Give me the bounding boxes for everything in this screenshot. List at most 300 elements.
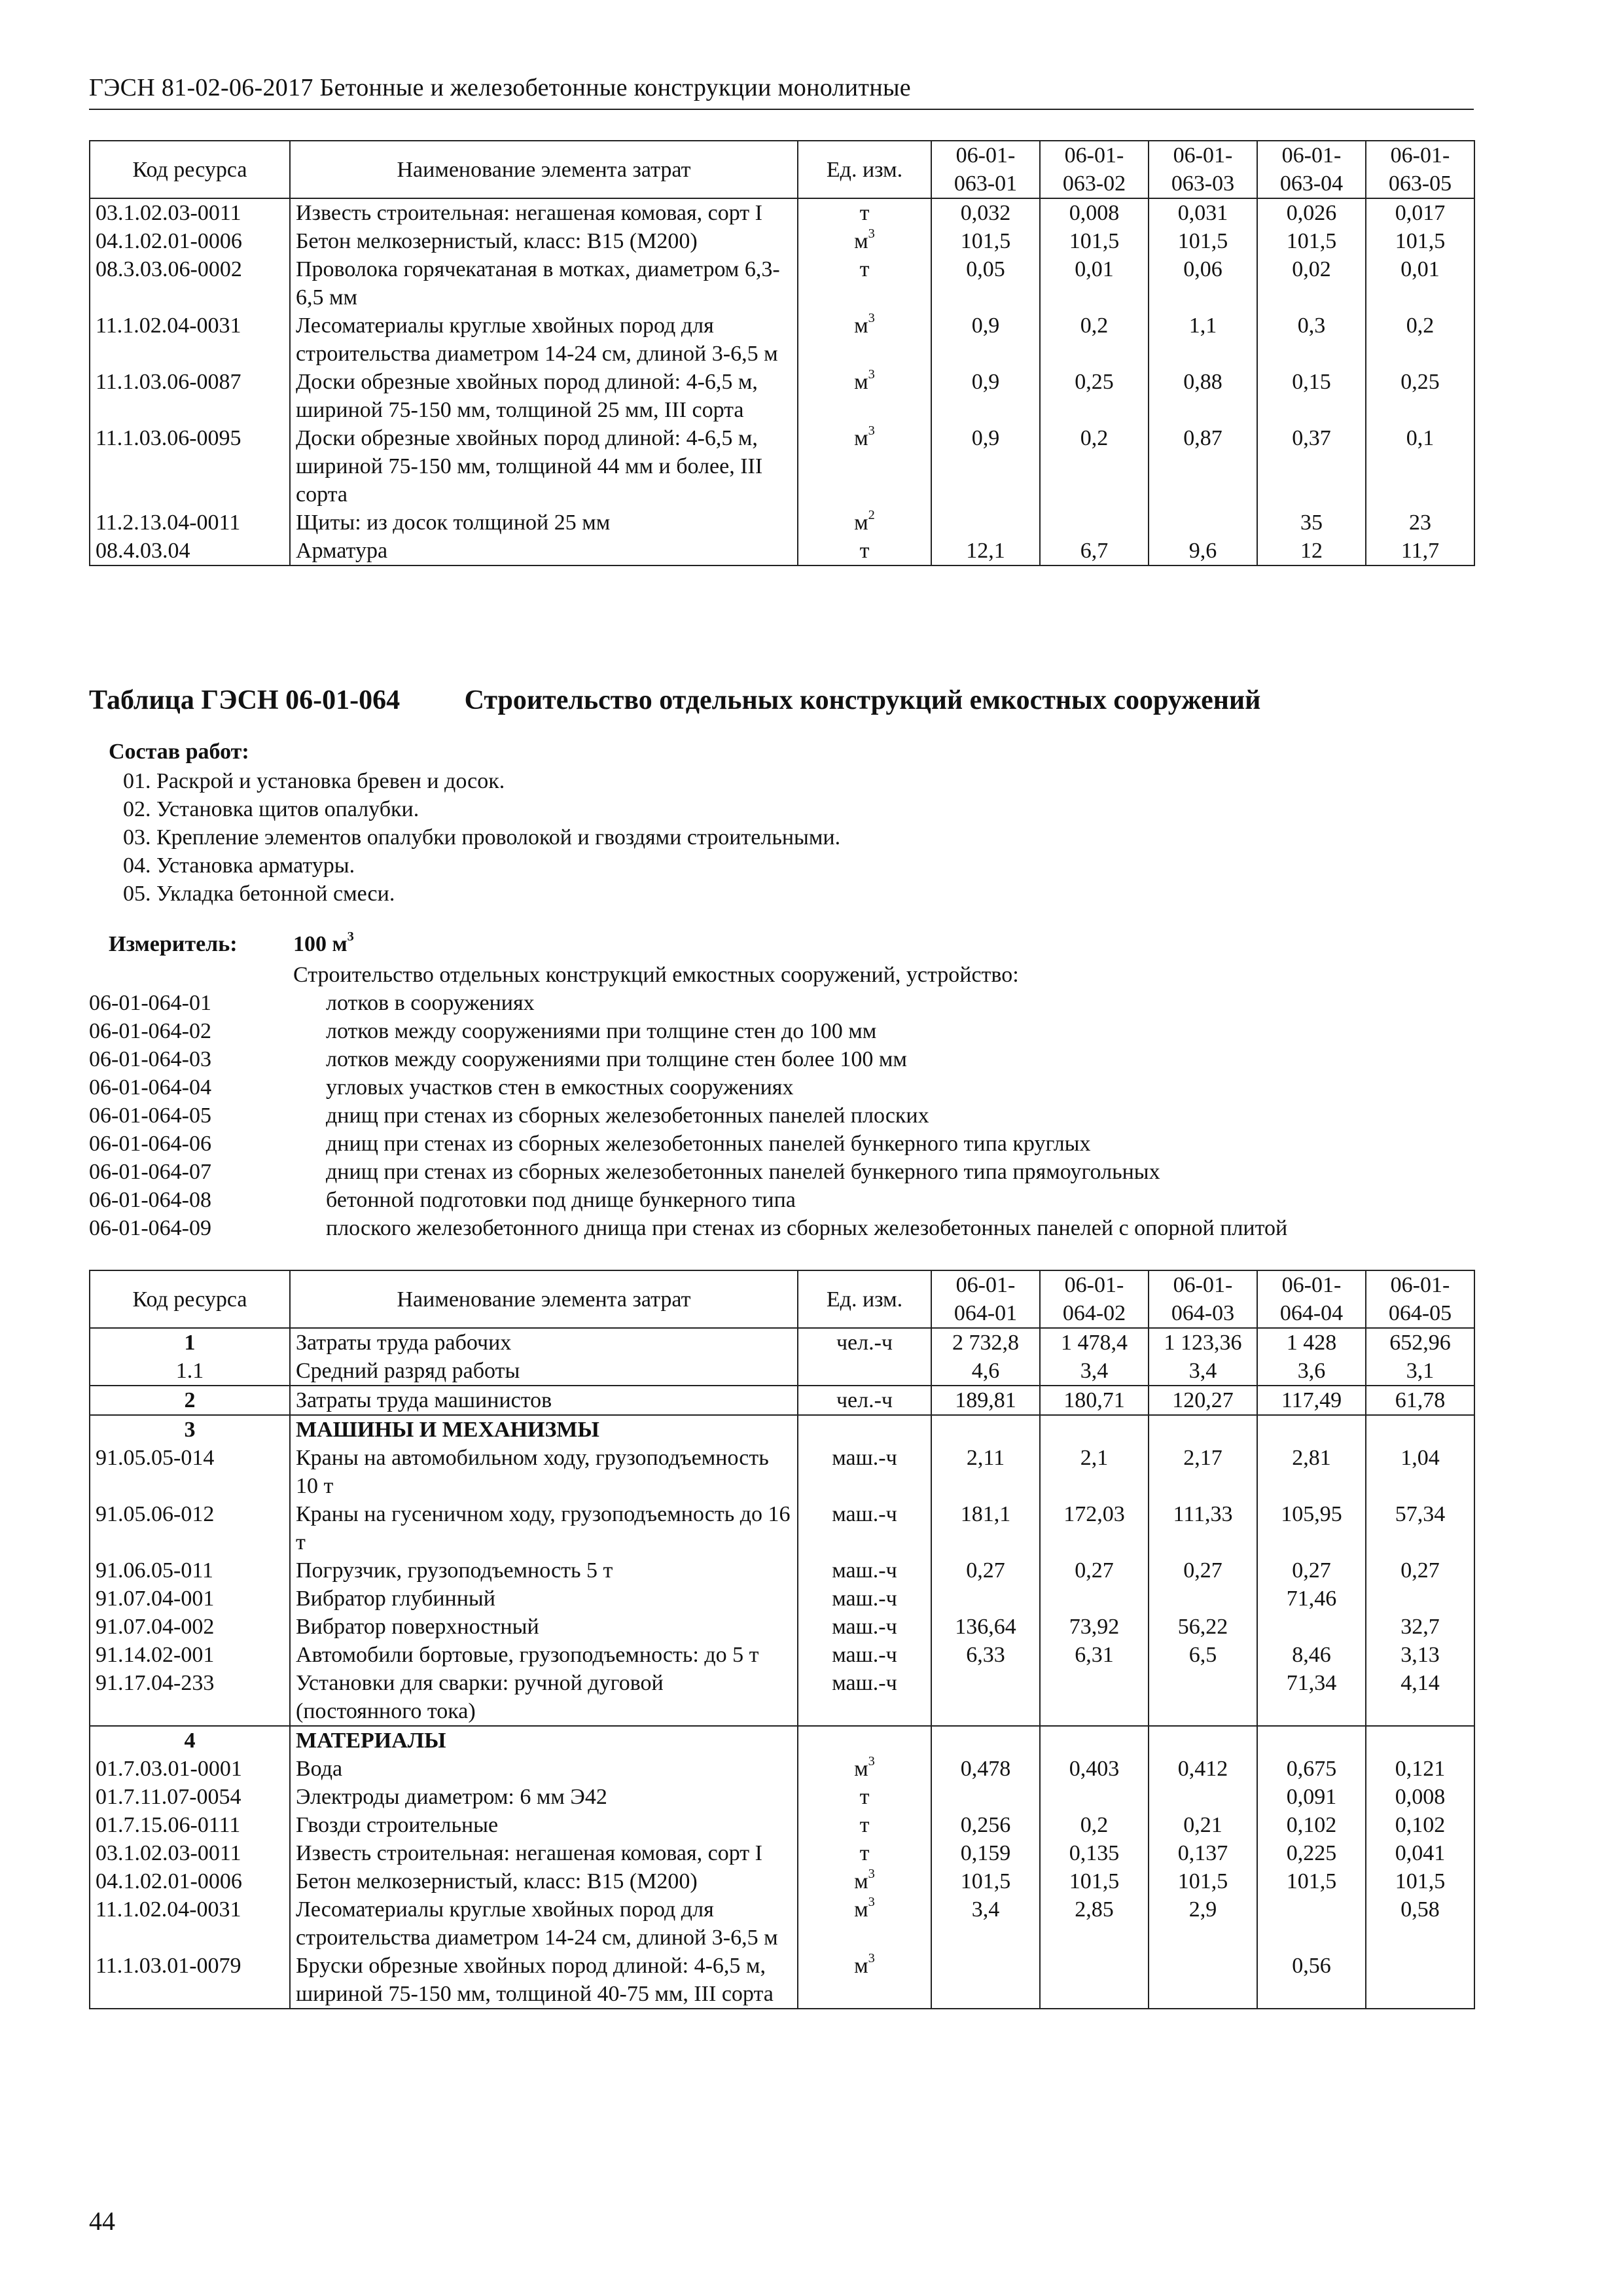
resource-unit: маш.-ч bbox=[798, 1613, 931, 1641]
header-name: Наименование элемента затрат bbox=[290, 141, 798, 198]
resource-code: 1 bbox=[90, 1328, 290, 1357]
table-row bbox=[90, 1613, 1474, 1641]
resource-value: 12,1 bbox=[931, 537, 1040, 565]
resource-value: 101,5 bbox=[1366, 1867, 1474, 1895]
header-col: 06-01-064-04 bbox=[1257, 1270, 1366, 1328]
works-list bbox=[123, 767, 840, 908]
resource-code: 01.7.15.06-0111 bbox=[90, 1811, 290, 1839]
meter-item-text: лотков между сооружениями при толщине стен до 100 мм bbox=[326, 1019, 877, 1043]
resource-value: 0,06 bbox=[1149, 255, 1257, 312]
table-row bbox=[90, 1895, 1474, 1952]
resource-value bbox=[931, 1726, 1040, 1755]
resource-code: 08.3.03.06-0002 bbox=[90, 255, 290, 312]
header-col: 06-01-064-03 bbox=[1149, 1270, 1257, 1328]
unit-exponent: 3 bbox=[868, 423, 875, 438]
works-item: 03. Крепление элементов опалубки проволокой и гвоздями строительными. bbox=[123, 825, 841, 850]
resource-value: 0,27 bbox=[1040, 1556, 1149, 1585]
resource-value bbox=[1040, 1783, 1149, 1811]
resource-value bbox=[1040, 1726, 1149, 1755]
resource-code: 91.05.05-014 bbox=[90, 1444, 290, 1500]
resource-code: 11.1.03.01-0079 bbox=[90, 1952, 290, 2009]
resource-value bbox=[1149, 1726, 1257, 1755]
unit-exponent: 2 bbox=[868, 507, 875, 522]
resource-value: 0,091 bbox=[1257, 1783, 1366, 1811]
resource-value: 180,71 bbox=[1040, 1386, 1149, 1415]
resource-value bbox=[1149, 1585, 1257, 1613]
resource-value: 2,81 bbox=[1257, 1444, 1366, 1500]
resource-name: Вибратор глубинный bbox=[290, 1585, 798, 1613]
resource-value bbox=[1257, 1895, 1366, 1952]
resource-value: 0,102 bbox=[1366, 1811, 1474, 1839]
resource-value: 181,1 bbox=[931, 1500, 1040, 1556]
works-item: 04. Установка арматуры. bbox=[123, 853, 355, 878]
resource-value: 0,21 bbox=[1149, 1811, 1257, 1839]
resource-value: 3,13 bbox=[1366, 1641, 1474, 1669]
resource-code: 03.1.02.03-0011 bbox=[90, 1839, 290, 1867]
header-code: Код ресурса bbox=[90, 1270, 290, 1328]
resource-value: 57,34 bbox=[1366, 1500, 1474, 1556]
resource-value bbox=[1149, 1783, 1257, 1811]
resource-value: 0,37 bbox=[1257, 424, 1366, 509]
resource-value: 0,25 bbox=[1366, 368, 1474, 424]
resource-name: Погрузчик, грузоподъемность 5 т bbox=[290, 1556, 798, 1585]
table-row bbox=[90, 1811, 1474, 1839]
table-row bbox=[90, 1669, 1474, 1726]
resource-value: 0,041 bbox=[1366, 1839, 1474, 1867]
resource-unit: чел.-ч bbox=[798, 1386, 931, 1415]
resource-value bbox=[1149, 509, 1257, 537]
resource-value bbox=[1149, 1415, 1257, 1444]
resource-code: 03.1.02.03-0011 bbox=[90, 198, 290, 227]
table-row bbox=[90, 368, 1474, 424]
resource-code: 08.4.03.04 bbox=[90, 537, 290, 565]
resource-value: 32,7 bbox=[1366, 1613, 1474, 1641]
resource-name: Вибратор поверхностный bbox=[290, 1613, 798, 1641]
header-col: 06-01-063-03 bbox=[1149, 141, 1257, 198]
table-title bbox=[89, 685, 1260, 716]
resource-value: 6,31 bbox=[1040, 1641, 1149, 1669]
meter-item-code: 06-01-064-07 bbox=[89, 1160, 211, 1184]
resource-value: 136,64 bbox=[931, 1613, 1040, 1641]
table-row bbox=[90, 1952, 1474, 2009]
resource-unit bbox=[798, 1357, 931, 1386]
works-item: 02. Установка щитов опалубки. bbox=[123, 797, 419, 821]
unit-exponent: 3 bbox=[868, 1950, 875, 1965]
resource-unit: маш.-ч bbox=[798, 1641, 931, 1669]
resource-name: Автомобили бортовые, грузоподъемность: до 5 т bbox=[290, 1641, 798, 1669]
resource-code: 91.14.02-001 bbox=[90, 1641, 290, 1669]
resource-value: 101,5 bbox=[931, 1867, 1040, 1895]
header-col: 06-01-063-05 bbox=[1366, 141, 1474, 198]
resource-unit: $м^3$ bbox=[798, 1895, 931, 1952]
resource-code: 11.1.03.06-0095 bbox=[90, 424, 290, 509]
resource-unit: т bbox=[798, 537, 931, 565]
resource-name: Электроды диаметром: 6 мм Э42 bbox=[290, 1783, 798, 1811]
resource-name: Бруски обрезные хвойных пород длиной: 4-6,5 м, шириной 75-150 мм, толщиной 40-75 мм, III сорта bbox=[290, 1952, 798, 2009]
table-row bbox=[90, 1357, 1474, 1386]
meter-value: 100 $м^3$ bbox=[293, 929, 354, 956]
resource-value: 56,22 bbox=[1149, 1613, 1257, 1641]
meter-item-text: днищ при стенах из сборных железобетонных панелей бункерного типа круглых bbox=[326, 1132, 1091, 1156]
resource-code: 11.1.02.04-0031 bbox=[90, 1895, 290, 1952]
header-col: 06-01-064-05 bbox=[1366, 1270, 1474, 1328]
table-header-row bbox=[90, 141, 1474, 198]
header-col: 06-01-063-04 bbox=[1257, 141, 1366, 198]
resource-value: 0,87 bbox=[1149, 424, 1257, 509]
resource-value bbox=[1149, 1952, 1257, 2009]
resource-code: 91.07.04-001 bbox=[90, 1585, 290, 1613]
resource-unit bbox=[798, 1726, 931, 1755]
resource-name: Краны на гусеничном ходу, грузоподъемность до 16 т bbox=[290, 1500, 798, 1556]
resource-unit: $м^2$ bbox=[798, 509, 931, 537]
resource-value: 0,27 bbox=[931, 1556, 1040, 1585]
section-row bbox=[90, 1415, 1474, 1444]
resource-value: 0,9 bbox=[931, 368, 1040, 424]
resource-name: Арматура bbox=[290, 537, 798, 565]
resource-value bbox=[1149, 1669, 1257, 1726]
meter-item-code: 06-01-064-02 bbox=[89, 1019, 211, 1043]
resource-value: 189,81 bbox=[931, 1386, 1040, 1415]
resource-value: 1 123,36 bbox=[1149, 1328, 1257, 1357]
resource-value: 3,4 bbox=[931, 1895, 1040, 1952]
resource-value: 101,5 bbox=[1149, 1867, 1257, 1895]
resource-value: 0,58 bbox=[1366, 1895, 1474, 1952]
resource-unit: т bbox=[798, 1783, 931, 1811]
table-row bbox=[90, 227, 1474, 255]
resource-value: 0,2 bbox=[1040, 312, 1149, 368]
table-row bbox=[90, 509, 1474, 537]
resource-name: Известь строительная: негашеная комовая, сорт I bbox=[290, 198, 798, 227]
resource-value: 101,5 bbox=[1257, 1867, 1366, 1895]
resource-name: Бетон мелкозернистый, класс: В15 (М200) bbox=[290, 1867, 798, 1895]
header-code: Код ресурса bbox=[90, 141, 290, 198]
resource-value: 0,102 bbox=[1257, 1811, 1366, 1839]
resource-value: 0,137 bbox=[1149, 1839, 1257, 1867]
resource-value bbox=[1366, 1726, 1474, 1755]
resource-code: 3 bbox=[90, 1415, 290, 1444]
resource-value: 101,5 bbox=[1149, 227, 1257, 255]
resource-value: 101,5 bbox=[1040, 227, 1149, 255]
header-divider bbox=[89, 109, 1474, 110]
document-header: ГЭСН 81-02-06-2017 Бетонные и железобетонные конструкции монолитные bbox=[89, 74, 911, 101]
resource-value bbox=[1257, 1726, 1366, 1755]
resource-value: 0,675 bbox=[1257, 1755, 1366, 1783]
resource-value: 0,3 bbox=[1257, 312, 1366, 368]
table-row bbox=[90, 255, 1474, 312]
unit-exponent: 3 bbox=[868, 1866, 875, 1881]
unit-exponent: 3 bbox=[868, 367, 875, 382]
resource-name: Бетон мелкозернистый, класс: В15 (М200) bbox=[290, 227, 798, 255]
resource-unit: $м^3$ bbox=[798, 1867, 931, 1895]
resource-value: 73,92 bbox=[1040, 1613, 1149, 1641]
resource-value bbox=[1040, 509, 1149, 537]
resource-value: 0,032 bbox=[931, 198, 1040, 227]
resource-unit: $м^3$ bbox=[798, 1755, 931, 1783]
resource-value: 4,6 bbox=[931, 1357, 1040, 1386]
resource-value: 6,7 bbox=[1040, 537, 1149, 565]
resource-value: 101,5 bbox=[1366, 227, 1474, 255]
resource-code: 11.1.02.04-0031 bbox=[90, 312, 290, 368]
resource-value: 0,9 bbox=[931, 424, 1040, 509]
meter-item-code: 06-01-064-06 bbox=[89, 1132, 211, 1156]
resource-value: 101,5 bbox=[1257, 227, 1366, 255]
resource-value: 9,6 bbox=[1149, 537, 1257, 565]
resource-value: 0,27 bbox=[1257, 1556, 1366, 1585]
page-number: 44 bbox=[89, 2206, 115, 2236]
resource-unit: т bbox=[798, 1811, 931, 1839]
table-row bbox=[90, 1783, 1474, 1811]
resource-name: Краны на автомобильном ходу, грузоподъемность 10 т bbox=[290, 1444, 798, 1500]
works-item: 05. Укладка бетонной смеси. bbox=[123, 882, 395, 906]
table-row bbox=[90, 1556, 1474, 1585]
resource-value: 101,5 bbox=[1040, 1867, 1149, 1895]
header-name: Наименование элемента затрат bbox=[290, 1270, 798, 1328]
resource-value: 0,135 bbox=[1040, 1839, 1149, 1867]
resource-value: 1 428 bbox=[1257, 1328, 1366, 1357]
resource-name: Гвозди строительные bbox=[290, 1811, 798, 1839]
resource-code: 11.2.13.04-0011 bbox=[90, 509, 290, 537]
section-row bbox=[90, 1726, 1474, 1755]
meter-item-code: 06-01-064-08 bbox=[89, 1188, 211, 1212]
resource-value: 120,27 bbox=[1149, 1386, 1257, 1415]
resource-value: 61,78 bbox=[1366, 1386, 1474, 1415]
meter-item-code: 06-01-064-05 bbox=[89, 1103, 211, 1128]
resource-value: 0,026 bbox=[1257, 198, 1366, 227]
meter-item-text: бетонной подготовки под днище бункерного типа bbox=[326, 1188, 796, 1212]
resource-unit bbox=[798, 1415, 931, 1444]
header-col: 06-01-063-01 bbox=[931, 141, 1040, 198]
resource-unit: маш.-ч bbox=[798, 1500, 931, 1556]
resource-unit: $м^3$ bbox=[798, 368, 931, 424]
meter-intro: Строительство отдельных конструкций емкостных сооружений, устройство: bbox=[293, 963, 1019, 987]
resource-value: 172,03 bbox=[1040, 1500, 1149, 1556]
works-item: 01. Раскрой и установка бревен и досок. bbox=[123, 769, 505, 793]
table-row bbox=[90, 312, 1474, 368]
resource-code: 91.17.04-233 bbox=[90, 1669, 290, 1726]
header-col: 06-01-063-02 bbox=[1040, 141, 1149, 198]
resource-value: 3,4 bbox=[1040, 1357, 1149, 1386]
resource-value: 117,49 bbox=[1257, 1386, 1366, 1415]
resource-value: 2 732,8 bbox=[931, 1328, 1040, 1357]
resource-code: 11.1.03.06-0087 bbox=[90, 368, 290, 424]
resource-value bbox=[1040, 1952, 1149, 2009]
meter-item-text: угловых участков стен в емкостных сооружениях bbox=[326, 1075, 794, 1100]
table-row bbox=[90, 1755, 1474, 1783]
meter-item-text: лотков в сооружениях bbox=[326, 991, 535, 1015]
resource-code: 91.05.06-012 bbox=[90, 1500, 290, 1556]
resource-value: 0,159 bbox=[931, 1839, 1040, 1867]
meter-item-text: днищ при стенах из сборных железобетонных панелей бункерного типа прямоугольных bbox=[326, 1160, 1160, 1184]
resource-unit: $м^3$ bbox=[798, 424, 931, 509]
resource-value: 0,02 bbox=[1257, 255, 1366, 312]
resource-unit: маш.-ч bbox=[798, 1585, 931, 1613]
resource-name: Щиты: из досок толщиной 25 мм bbox=[290, 509, 798, 537]
table-header-row bbox=[90, 1270, 1474, 1328]
resource-unit: т bbox=[798, 255, 931, 312]
resource-name: Средний разряд работы bbox=[290, 1357, 798, 1386]
resource-value: 111,33 bbox=[1149, 1500, 1257, 1556]
meter-item-text: лотков между сооружениями при толщине стен более 100 мм bbox=[326, 1047, 907, 1071]
resource-value: 3,1 bbox=[1366, 1357, 1474, 1386]
resource-value bbox=[1040, 1585, 1149, 1613]
resource-value bbox=[931, 1415, 1040, 1444]
resource-value: 0,403 bbox=[1040, 1755, 1149, 1783]
resource-value bbox=[1257, 1415, 1366, 1444]
resource-value: 4,14 bbox=[1366, 1669, 1474, 1726]
resource-value: 0,27 bbox=[1149, 1556, 1257, 1585]
works-heading: Состав работ: bbox=[109, 740, 249, 764]
table-row bbox=[90, 424, 1474, 509]
table-title-code: Таблица ГЭСН 06-01-064 bbox=[89, 685, 401, 715]
resource-name: МАШИНЫ И МЕХАНИЗМЫ bbox=[290, 1415, 798, 1444]
resource-value: 0,121 bbox=[1366, 1755, 1474, 1783]
resource-value bbox=[931, 1783, 1040, 1811]
unit-exponent: 3 bbox=[868, 1753, 875, 1768]
resource-code: 2 bbox=[90, 1386, 290, 1415]
resource-value: 1,1 bbox=[1149, 312, 1257, 368]
resource-name: Лесоматериалы круглые хвойных пород для строительства диаметром 14-24 см, длиной 3-6,5 м bbox=[290, 1895, 798, 1952]
resource-table-063 bbox=[89, 140, 1475, 566]
table-row bbox=[90, 198, 1474, 227]
table-row bbox=[90, 1500, 1474, 1556]
resource-value: 0,88 bbox=[1149, 368, 1257, 424]
meter-item-text: днищ при стенах из сборных железобетонных панелей плоских bbox=[326, 1103, 929, 1128]
resource-value: 3,4 bbox=[1149, 1357, 1257, 1386]
table-row bbox=[90, 1839, 1474, 1867]
table-row bbox=[90, 1641, 1474, 1669]
table-row bbox=[90, 1386, 1474, 1415]
resource-value: 35 bbox=[1257, 509, 1366, 537]
resource-value: 0,56 bbox=[1257, 1952, 1366, 2009]
resource-unit: маш.-ч bbox=[798, 1444, 931, 1500]
resource-code: 1.1 bbox=[90, 1357, 290, 1386]
resource-value: 0,2 bbox=[1040, 424, 1149, 509]
resource-value: 0,2 bbox=[1366, 312, 1474, 368]
resource-value bbox=[1366, 1585, 1474, 1613]
unit-exponent: 3 bbox=[868, 310, 875, 325]
meter-item-code: 06-01-064-04 bbox=[89, 1075, 211, 1100]
resource-value bbox=[931, 1952, 1040, 2009]
resource-value: 0,225 bbox=[1257, 1839, 1366, 1867]
resource-value: 0,15 bbox=[1257, 368, 1366, 424]
meter-item-code: 06-01-064-01 bbox=[89, 991, 211, 1015]
resource-value: 0,478 bbox=[931, 1755, 1040, 1783]
resource-value bbox=[1366, 1952, 1474, 2009]
resource-unit: $м^3$ bbox=[798, 1952, 931, 2009]
resource-value: 0,256 bbox=[931, 1811, 1040, 1839]
header-col: 06-01-064-01 bbox=[931, 1270, 1040, 1328]
resource-unit: чел.-ч bbox=[798, 1328, 931, 1357]
resource-name: Доски обрезные хвойных пород длиной: 4-6,5 м, шириной 75-150 мм, толщиной 44 мм и более, III сорта bbox=[290, 424, 798, 509]
resource-code: 91.06.05-011 bbox=[90, 1556, 290, 1585]
resource-value: 0,27 bbox=[1366, 1556, 1474, 1585]
resource-value: 0,412 bbox=[1149, 1755, 1257, 1783]
resource-name: Лесоматериалы круглые хвойных пород для строительства диаметром 14-24 см, длиной 3-6,5 м bbox=[290, 312, 798, 368]
resource-value: 2,17 bbox=[1149, 1444, 1257, 1500]
resource-value: 71,34 bbox=[1257, 1669, 1366, 1726]
resource-value: 0,25 bbox=[1040, 368, 1149, 424]
meter-item-code: 06-01-064-03 bbox=[89, 1047, 211, 1071]
resource-name: Вода bbox=[290, 1755, 798, 1783]
resource-value: 1,04 bbox=[1366, 1444, 1474, 1500]
table-row bbox=[90, 1444, 1474, 1500]
table-row bbox=[90, 537, 1474, 565]
resource-unit: т bbox=[798, 198, 931, 227]
resource-value: 0,031 bbox=[1149, 198, 1257, 227]
resource-value: 2,85 bbox=[1040, 1895, 1149, 1952]
table-row bbox=[90, 1585, 1474, 1613]
resource-unit: $м^3$ bbox=[798, 312, 931, 368]
resource-value: 71,46 bbox=[1257, 1585, 1366, 1613]
resource-value: 0,008 bbox=[1040, 198, 1149, 227]
resource-name: Затраты труда машинистов bbox=[290, 1386, 798, 1415]
resource-value: 12 bbox=[1257, 537, 1366, 565]
resource-value: 11,7 bbox=[1366, 537, 1474, 565]
resource-value: 3,6 bbox=[1257, 1357, 1366, 1386]
resource-value: 2,11 bbox=[931, 1444, 1040, 1500]
header-col: 06-01-064-02 bbox=[1040, 1270, 1149, 1328]
resource-value: 0,1 bbox=[1366, 424, 1474, 509]
meter-label: Измеритель: bbox=[109, 932, 238, 956]
header-unit: Ед. изм. bbox=[798, 1270, 931, 1328]
table-title-name: Строительство отдельных конструкций емкостных сооружений bbox=[464, 685, 1261, 715]
resource-value: 23 bbox=[1366, 509, 1474, 537]
resource-value: 2,9 bbox=[1149, 1895, 1257, 1952]
resource-value bbox=[931, 1585, 1040, 1613]
resource-name: МАТЕРИАЛЫ bbox=[290, 1726, 798, 1755]
resource-value: 6,33 bbox=[931, 1641, 1040, 1669]
resource-unit: маш.-ч bbox=[798, 1556, 931, 1585]
resource-name: Известь строительная: негашеная комовая, сорт I bbox=[290, 1839, 798, 1867]
resource-code: 04.1.02.01-0006 bbox=[90, 1867, 290, 1895]
resource-value: 101,5 bbox=[931, 227, 1040, 255]
table-row bbox=[90, 1867, 1474, 1895]
resource-value: 0,01 bbox=[1040, 255, 1149, 312]
header-unit: Ед. изм. bbox=[798, 141, 931, 198]
resource-value: 8,46 bbox=[1257, 1641, 1366, 1669]
resource-table-064 bbox=[89, 1270, 1475, 2009]
resource-value: 105,95 bbox=[1257, 1500, 1366, 1556]
resource-name: Проволока горячекатаная в мотках, диаметром 6,3-6,5 мм bbox=[290, 255, 798, 312]
meter-item-code: 06-01-064-09 bbox=[89, 1216, 211, 1240]
resource-value: 0,01 bbox=[1366, 255, 1474, 312]
resource-code: 91.07.04-002 bbox=[90, 1613, 290, 1641]
resource-unit: т bbox=[798, 1839, 931, 1867]
resource-code: 01.7.11.07-0054 bbox=[90, 1783, 290, 1811]
resource-name: Доски обрезные хвойных пород длиной: 4-6,5 м, шириной 75-150 мм, толщиной 25 мм, III сорта bbox=[290, 368, 798, 424]
resource-value: 0,9 bbox=[931, 312, 1040, 368]
resource-value: 0,017 bbox=[1366, 198, 1474, 227]
resource-value bbox=[1257, 1613, 1366, 1641]
unit-exponent: 3 bbox=[868, 1894, 875, 1909]
resource-code: 4 bbox=[90, 1726, 290, 1755]
resource-value bbox=[931, 509, 1040, 537]
resource-value bbox=[1040, 1415, 1149, 1444]
resource-value: 2,1 bbox=[1040, 1444, 1149, 1500]
resource-value: 0,05 bbox=[931, 255, 1040, 312]
resource-name: Установки для сварки: ручной дуговой (постоянного тока) bbox=[290, 1669, 798, 1726]
unit-exponent: 3 bbox=[868, 226, 875, 241]
resource-value bbox=[931, 1669, 1040, 1726]
resource-unit: маш.-ч bbox=[798, 1669, 931, 1726]
resource-value bbox=[1366, 1415, 1474, 1444]
resource-value: 6,5 bbox=[1149, 1641, 1257, 1669]
resource-value: 652,96 bbox=[1366, 1328, 1474, 1357]
meter-item-text: плоского железобетонного днища при стенах из сборных железобетонных панелей с опорной плитой bbox=[326, 1216, 1288, 1240]
resource-code: 01.7.03.01-0001 bbox=[90, 1755, 290, 1783]
resource-value: 0,2 bbox=[1040, 1811, 1149, 1839]
table-row bbox=[90, 1328, 1474, 1357]
